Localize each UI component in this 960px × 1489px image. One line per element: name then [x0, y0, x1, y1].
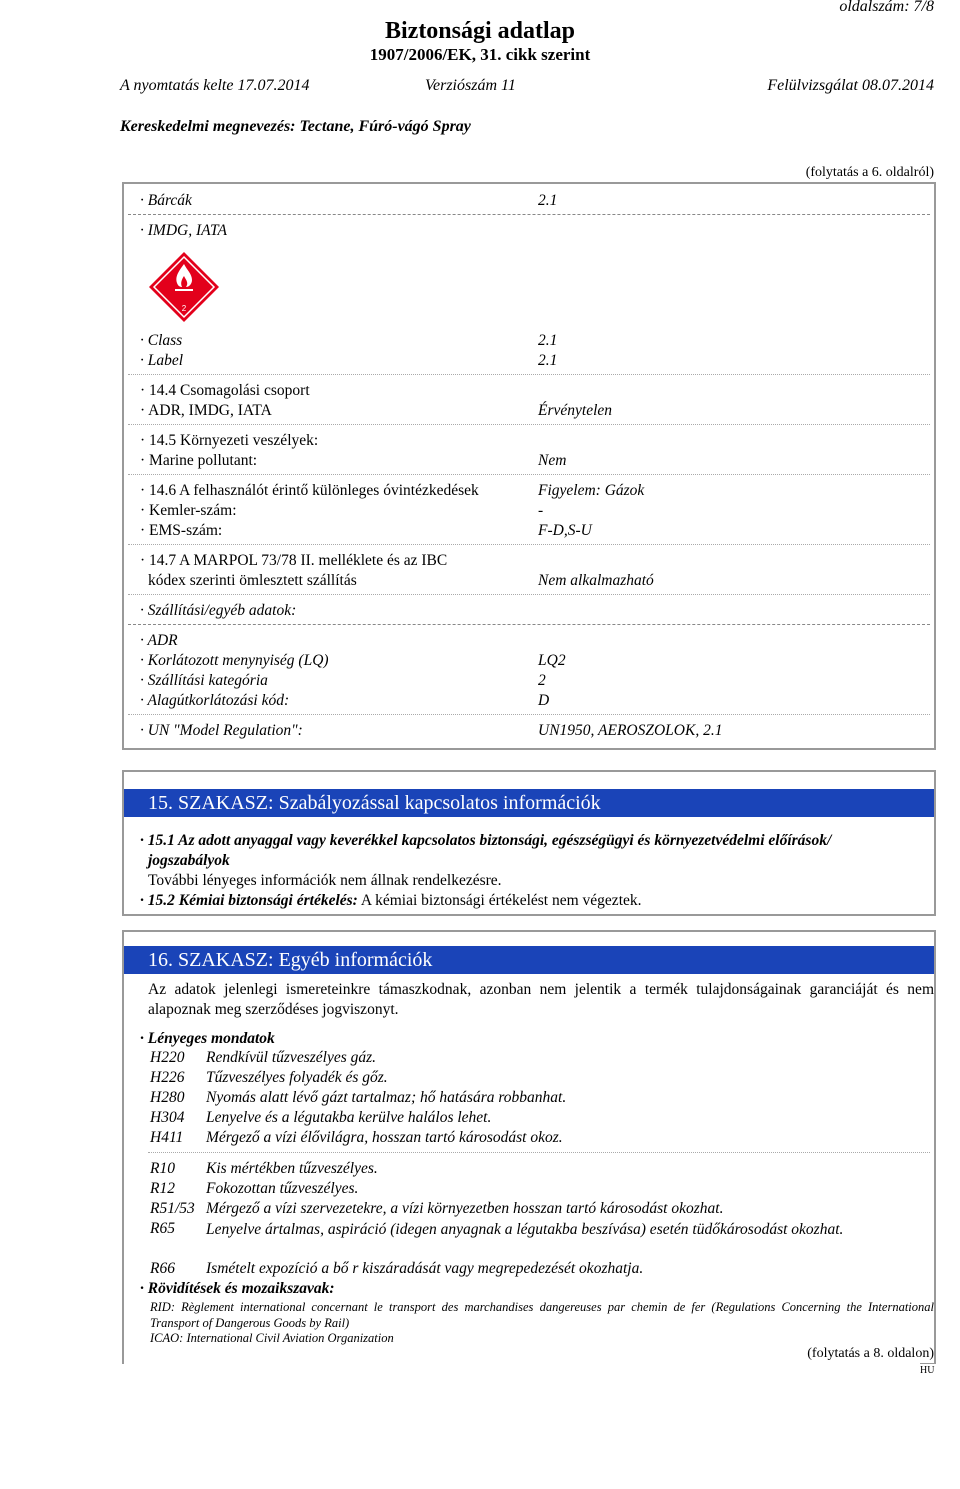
page-number: oldalszám: 7/8	[839, 0, 934, 15]
r-phrase-text: Lenyelve ártalmas, aspiráció (idegen anyagnak a légutakba beszívása) esetén tüdőkárosodást okozhat.	[206, 1221, 844, 1238]
section-15-2-label: · 15.2 Kémiai biztonsági értékelés:	[140, 892, 358, 909]
marpol-value: Nem alkalmazható	[538, 572, 654, 589]
r-phrase-text: Mérgező a vízi szervezetekre, a vízi környezetben hosszan tartó károsodást okozhat.	[206, 1200, 724, 1217]
label-value: 2.1	[538, 352, 558, 369]
r-phrase-text: Ismételt expozíció a bő r kiszáradását vagy megrepedezését okozhatja.	[206, 1260, 644, 1277]
section-15-1-text: További lényeges információk nem állnak rendelkezésre.	[148, 872, 502, 889]
tunnel-code-label: · Alagútkorlátozási kód:	[140, 692, 290, 709]
kemler-label: · Kemler-szám:	[140, 502, 237, 519]
r-phrase-code: R12	[150, 1180, 175, 1197]
section-15-2-text: A kémiai biztonsági értékelést nem végeztek.	[357, 892, 642, 909]
divider	[128, 544, 930, 545]
revision-date: Felülvizsgálat 08.07.2014	[767, 77, 934, 94]
divider	[128, 624, 930, 625]
abbreviations-heading: · Rövidítések és mozaikszavak:	[140, 1280, 335, 1297]
packing-modes: · ADR, IMDG, IATA	[140, 402, 272, 419]
section-15-1-label-cont: jogszabályok	[148, 852, 230, 869]
marine-pollutant-value: Nem	[538, 452, 567, 469]
document-subtitle: 1907/2006/EK, 31. cikk szerint	[369, 45, 591, 64]
relevant-phrases-heading: · Lényeges mondatok	[140, 1030, 275, 1047]
packing-value: Érvénytelen	[538, 402, 613, 419]
transport-category-value: 2	[538, 672, 546, 689]
h-phrase-code: H411	[150, 1129, 184, 1146]
section-16-intro: Az adatok jelenlegi ismereteinkre támaszkodnak, azonban nem jelentik a termék tulajdonságainak garanciáját és nem alapoznak meg szerződéses jogviszonyt.	[148, 981, 934, 1018]
pictogram-number: 2	[181, 304, 187, 313]
divider	[148, 1152, 930, 1153]
divider	[128, 594, 930, 595]
divider	[128, 474, 930, 475]
class-label: · Class	[140, 332, 183, 349]
language-code: HU	[920, 1365, 935, 1376]
un-model-regulation-label: · UN "Model Regulation":	[140, 722, 303, 739]
section-15-2	[140, 892, 642, 910]
r-phrase-text: Kis mértékben tűzveszélyes.	[206, 1160, 378, 1177]
divider	[128, 424, 930, 425]
r-phrase-text: Fokozottan tűzveszélyes.	[206, 1180, 359, 1197]
h-phrase-text: Lenyelve és a légutakba kerülve halálos lehet.	[206, 1109, 492, 1126]
h-phrase-text: Tűzveszélyes folyadék és gőz.	[206, 1069, 388, 1086]
marine-pollutant-label: · Marine pollutant:	[140, 452, 258, 469]
label-label: · Label	[140, 352, 184, 369]
precautions-value: Figyelem: Gázok	[538, 482, 645, 499]
un-model-regulation-value: UN1950, AEROSZOLOK, 2.1	[538, 722, 723, 739]
flammable-gas-pictogram	[147, 250, 221, 324]
imdg-iata-heading: · IMDG, IATA	[140, 222, 227, 239]
divider	[128, 714, 930, 715]
r-phrase-code: R65	[150, 1220, 175, 1237]
section-15-heading: 15. SZAKASZ: Szabályozással kapcsolatos információk	[124, 789, 934, 817]
print-date: A nyomtatás kelte 17.07.2014	[120, 77, 310, 94]
precautions-label: · 14.6 A felhasználót érintő különleges óvintézkedések	[140, 482, 479, 499]
section-15-1-label: · 15.1 Az adott anyaggal vagy keverékkel kapcsolatos biztonsági, egészségügyi és környezetvédelmi előírások/	[140, 832, 832, 849]
abbreviation-icao: ICAO: International Civil Aviation Organization	[150, 1331, 394, 1345]
r-phrase-code: R66	[150, 1260, 175, 1277]
marpol-label-line1: · 14.7 A MARPOL 73/78 II. melléklete és az IBC	[140, 552, 448, 569]
h-phrase-code: H220	[150, 1049, 185, 1066]
h-phrase-text: Nyomás alatt lévő gázt tartalmaz; hő hatására robbanhat.	[206, 1089, 567, 1106]
limited-quantity-value: LQ2	[538, 652, 566, 669]
class-value: 2.1	[538, 332, 558, 349]
ems-label: · EMS-szám:	[140, 522, 223, 539]
tunnel-code-value: D	[538, 692, 550, 709]
section-16-heading: 16. SZAKASZ: Egyéb információk	[124, 946, 934, 974]
r-phrase-code: R51/53	[150, 1200, 195, 1217]
document-title: Biztonsági adatlap	[384, 18, 576, 44]
labels-label: · Bárcák	[140, 192, 192, 209]
adr-heading: · ADR	[140, 632, 178, 649]
divider	[128, 374, 930, 375]
other-data-heading: · Szállítási/egyéb adatok:	[140, 602, 297, 619]
version-number: Verziószám 11	[425, 77, 516, 94]
packing-group-heading: · 14.4 Csomagolási csoport	[140, 382, 310, 399]
h-phrase-code: H280	[150, 1089, 185, 1106]
continued-to-note: (folytatás a 8. oldalon)	[807, 1346, 934, 1361]
r-phrase-code: R10	[150, 1160, 175, 1177]
abbreviation-rid: RID: Règlement international concernant le transport des marchandises dangereuses par chemin de fer (Regulations Concerning the International Transport of Dangerous Goods by Rail)	[150, 1300, 934, 1330]
kemler-value: -	[538, 502, 544, 519]
marpol-label-line2: kódex szerinti ömlesztett szállítás	[148, 572, 357, 589]
h-phrase-code: H226	[150, 1069, 185, 1086]
trade-name: Kereskedelmi megnevezés: Tectane, Fúró-vágó Spray	[120, 118, 471, 135]
h-phrase-code: H304	[150, 1109, 185, 1126]
h-phrase-text: Mérgező a vízi élővilágra, hosszan tartó károsodást okoz.	[206, 1129, 563, 1146]
limited-quantity-label: · Korlátozott menynyiség (LQ)	[140, 652, 329, 669]
continued-from-note: (folytatás a 6. oldalról)	[805, 165, 934, 180]
env-hazards-heading: · 14.5 Környezeti veszélyek:	[140, 432, 319, 449]
ems-value: F-D,S-U	[538, 522, 592, 539]
transport-category-label: · Szállítási kategória	[140, 672, 268, 689]
h-phrase-text: Rendkívül tűzveszélyes gáz.	[206, 1049, 377, 1066]
divider	[128, 214, 930, 215]
labels-value: 2.1	[538, 192, 558, 209]
